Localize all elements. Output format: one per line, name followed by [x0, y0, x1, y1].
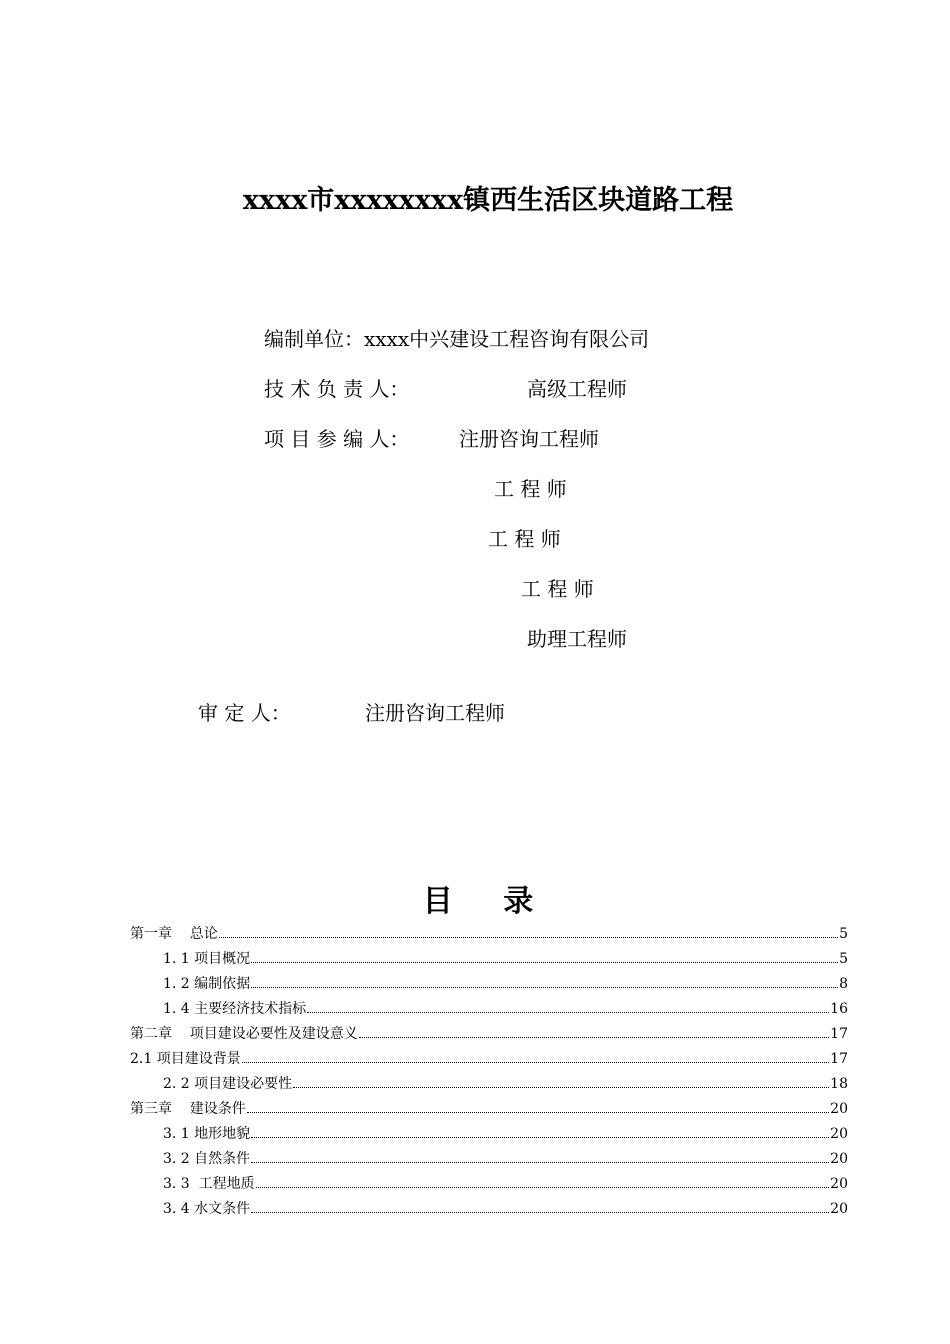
toc-entry[interactable] [130, 1173, 848, 1195]
toc-entry-label: 1. 1 项目概况 [163, 951, 251, 967]
toc-entry[interactable] [130, 948, 848, 970]
toc-leader [242, 1062, 829, 1063]
compiling-unit [264, 323, 649, 352]
reviewer-label: 审 定 人： [198, 701, 291, 725]
toc-entry-page: 17 [830, 1026, 848, 1042]
toc-entry-page: 8 [839, 976, 848, 992]
member-title: 工 程 师 [521, 577, 594, 601]
toc-entry-label: 2. 2 项目建设必要性 [163, 1076, 293, 1092]
compiling-unit-label: 编制单位： [264, 327, 364, 351]
member-title: 工 程 师 [494, 477, 567, 501]
toc-entry-page: 16 [830, 1001, 848, 1017]
toc-entry[interactable] [130, 1073, 848, 1095]
toc-entry-label: 第三章 建设条件 [130, 1101, 246, 1117]
toc-entry[interactable] [130, 1048, 848, 1070]
toc-entry[interactable] [130, 973, 848, 995]
toc-leader [256, 1187, 830, 1188]
toc-entry-page: 17 [830, 1051, 848, 1067]
toc-entry-label: 第一章 总论 [130, 926, 218, 942]
toc-entry[interactable] [130, 1148, 848, 1170]
compiling-unit-value: xxxx中兴建设工程咨询有限公司 [364, 327, 650, 351]
toc-entry[interactable] [130, 1098, 848, 1120]
project-members-label: 项 目 参 编 人： [264, 427, 410, 451]
toc-entry-page: 20 [830, 1126, 848, 1142]
toc-heading: 目 录 [422, 884, 554, 919]
toc-entry-page: 18 [830, 1076, 848, 1092]
toc-leader [293, 1087, 829, 1088]
toc-entry[interactable] [130, 1123, 848, 1145]
toc-entry-label: 3. 4 水文条件 [163, 1201, 251, 1217]
toc-entry[interactable] [130, 1023, 848, 1045]
toc-leader [251, 1162, 829, 1163]
document-title: xxxx市xxxxxxxx镇西生活区块道路工程 [242, 185, 734, 216]
toc-leader [307, 1012, 829, 1013]
toc-entry[interactable] [130, 998, 848, 1020]
toc-leader [251, 1212, 829, 1213]
toc-entry-page: 20 [830, 1176, 848, 1192]
toc-leader [251, 987, 838, 988]
toc-leader [251, 1137, 829, 1138]
toc-entry-label: 3. 1 地形地貌 [163, 1126, 251, 1142]
toc-leader [247, 1112, 829, 1113]
toc-entry[interactable] [130, 923, 848, 945]
toc-entry-page: 20 [830, 1101, 848, 1117]
toc-leader [219, 937, 838, 938]
member-title: 工 程 师 [488, 527, 561, 551]
toc-leader [251, 962, 838, 963]
toc-entry-label: 3. 3 工程地质 [163, 1176, 255, 1192]
technical-lead-value: 高级工程师 [527, 377, 627, 401]
toc-entry-page: 20 [830, 1201, 848, 1217]
project-members-value: 注册咨询工程师 [459, 427, 599, 451]
toc-entry-label: 2.1 项目建设背景 [130, 1051, 241, 1067]
reviewer-value: 注册咨询工程师 [365, 701, 505, 725]
toc-leader [359, 1037, 829, 1038]
toc-entry-page: 5 [839, 951, 848, 967]
toc-entry-page: 5 [839, 926, 848, 942]
toc-entry-label: 3. 2 自然条件 [163, 1151, 251, 1167]
toc-entry-page: 20 [830, 1151, 848, 1167]
toc-entry-label: 1. 2 编制依据 [163, 976, 251, 992]
toc-entry-label: 第二章 项目建设必要性及建设意义 [130, 1026, 358, 1042]
toc-entry-label: 1. 4 主要经济技术指标 [163, 1001, 307, 1017]
technical-lead-label: 技 术 负 责 人： [264, 377, 410, 401]
member-title: 助理工程师 [527, 627, 627, 651]
toc-entry[interactable] [130, 1198, 848, 1220]
